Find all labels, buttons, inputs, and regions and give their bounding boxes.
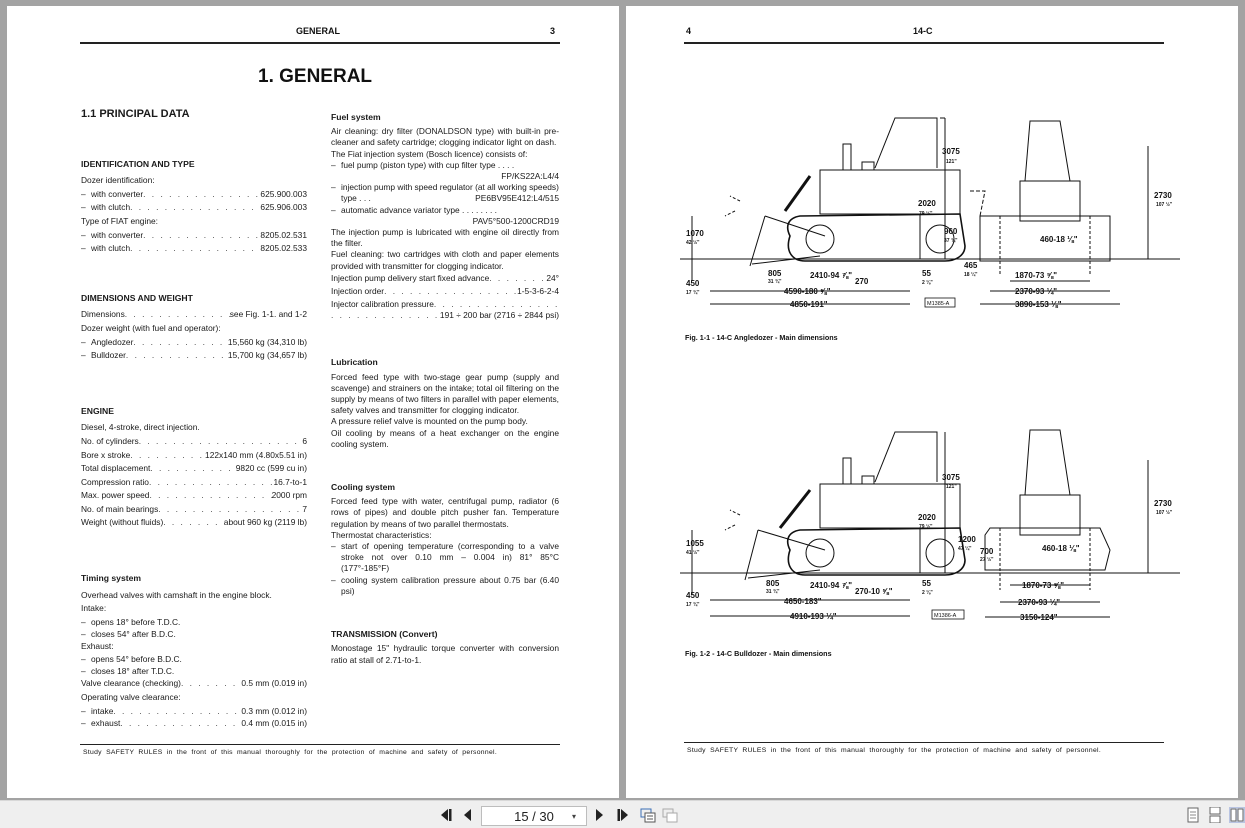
spec-label: – intake xyxy=(91,705,114,716)
page-number-value: 15 / 30 xyxy=(514,808,554,824)
continuous-scroll-icon xyxy=(1207,807,1223,823)
continuous-scroll-view-button[interactable] xyxy=(1207,807,1223,823)
dim-label: 79 ½" xyxy=(919,211,933,217)
spec-value: 15,700 kg (34,657 lb) xyxy=(227,350,307,361)
spec-label: – exhaust xyxy=(91,717,121,728)
spec-value: see Fig. 1-1. and 1-2 xyxy=(229,309,307,320)
spec-value: 8205.02.531 xyxy=(260,229,307,240)
exhaust-item: – opens 54° before B.D.C. xyxy=(81,653,307,665)
dim-label: 2 ⅛" xyxy=(922,590,933,596)
figure-2-caption: Fig. 1-2 - 14-C Bulldozer - Main dimensions xyxy=(685,649,832,658)
dim-label: 31 ¾" xyxy=(766,589,780,595)
dim-label: 79 ½" xyxy=(919,524,933,530)
dim-label: 17 ¾" xyxy=(686,290,700,296)
timing-heading: Timing system xyxy=(81,573,142,584)
dim-label: 55 xyxy=(922,269,931,278)
dim-label: 465 xyxy=(964,261,978,270)
transmission-heading: TRANSMISSION (Convert) xyxy=(331,629,438,640)
spec-label: – with converter xyxy=(91,188,144,199)
dim-label: 17 ¾" xyxy=(686,602,700,608)
spec-label: No. of main bearings xyxy=(81,503,159,514)
chapter-title: 1. GENERAL xyxy=(258,66,373,87)
spec-value: 0.5 mm (0.019 in) xyxy=(241,678,307,689)
header-rule xyxy=(80,42,560,44)
dim-label: 2020 xyxy=(918,513,936,522)
dim-label: 55 xyxy=(922,579,931,588)
dim-label: 3075 xyxy=(942,473,960,482)
intake-item: – closes 54° after B.D.C. xyxy=(81,628,307,640)
drawing-ref: M1385-A xyxy=(927,301,950,307)
header-rule xyxy=(684,42,1164,44)
spec-row xyxy=(81,349,307,363)
spec-value: 15,560 kg (34,310 lb) xyxy=(227,336,307,347)
spec-value: 16.7-to-1 xyxy=(273,476,307,487)
spec-label: – with clutch xyxy=(91,243,131,254)
engine-intro: Diesel, 4-stroke, direct injection. xyxy=(81,422,200,433)
right-column xyxy=(331,112,559,666)
identification-heading: IDENTIFICATION AND TYPE xyxy=(81,158,195,169)
spec-row xyxy=(81,201,307,215)
spec-value: 2000 rpm xyxy=(271,490,307,501)
spec-label: – with converter xyxy=(91,229,144,240)
spec-value: 0.3 mm (0.012 in) xyxy=(241,705,307,716)
spec-value: 0.4 mm (0.015 in) xyxy=(241,717,307,728)
thermostat-item: – cooling system calibration pressure about 0.75 bar (6.40 psi) xyxy=(331,575,559,597)
spec-label: – Bulldozer xyxy=(91,350,126,361)
fuel-lubricated: The injection pump is lubricated with engine oil directly from the filter. xyxy=(331,227,559,249)
dim-label: 1200 xyxy=(958,535,976,544)
spec-row xyxy=(81,462,307,476)
dimensions-heading: DIMENSIONS AND WEIGHT xyxy=(81,292,193,303)
single-page-view-button[interactable] xyxy=(1185,807,1201,823)
spec-label: Bore x stroke xyxy=(81,449,131,460)
fuel-item-value: PAV5°500-1200CRD19 xyxy=(472,215,559,226)
fuel-item-label: injection pump with speed regulator (at all working speeds) type xyxy=(341,182,559,204)
dim-label: 37 ¾" xyxy=(944,238,958,244)
dim-label: 700 xyxy=(980,547,994,556)
page-number-select[interactable] xyxy=(481,806,587,826)
facing-pages-view-button[interactable] xyxy=(1229,807,1245,823)
dozer-weight-label: Dozer weight (with fuel and operator): xyxy=(81,322,221,333)
running-header-model: 14-C xyxy=(913,26,933,36)
dim-label: 31 ¾" xyxy=(768,279,782,285)
dim-label: 18 ¼" xyxy=(964,272,978,278)
dim-label: 4910-193 ¼" xyxy=(790,612,837,621)
spec-label: Weight (without fluids) xyxy=(81,517,164,528)
dim-label: 27 ½" xyxy=(980,557,994,563)
dim-label: 41 ½" xyxy=(686,550,700,556)
dim-label: 450 xyxy=(686,279,700,288)
spec-value: 24° xyxy=(546,272,559,283)
dim-label: 4850-191" xyxy=(790,300,828,309)
running-header-page-number: 3 xyxy=(550,26,556,36)
operating-clearance-label: Operating valve clearance: xyxy=(81,692,181,703)
spec-value: 7 xyxy=(302,503,307,514)
single-page-icon xyxy=(1185,807,1201,823)
thermostat-label: Thermostat characteristics: xyxy=(331,529,432,540)
fuel-heading: Fuel system xyxy=(331,112,381,122)
cooling-heading: Cooling system xyxy=(331,482,395,493)
dim-label: 805 xyxy=(768,269,782,278)
dim-label: 460-18 ⅛" xyxy=(1042,544,1080,553)
first-page-button[interactable] xyxy=(438,807,454,823)
spec-value: 191 ÷ 200 bar (2716 ÷ 2844 psi) xyxy=(439,310,559,321)
dim-label: 1870-73 ⅝" xyxy=(1022,581,1065,590)
dim-label: 107 ½" xyxy=(1156,510,1173,516)
last-page-icon xyxy=(616,809,630,821)
dim-label: 107 ½" xyxy=(1156,202,1173,208)
dim-label: 2410-94 ⅞" xyxy=(810,581,853,590)
footer-rule xyxy=(684,742,1164,743)
intake-label: Intake: xyxy=(81,603,107,614)
fuel-item: – fuel pump (piston type) with cup filter type . . . . FP/KS22A:L4/4 xyxy=(331,160,559,182)
fuel-item-label: automatic advance variator type xyxy=(341,204,460,215)
spec-value: 122x140 mm (4.80x5.51 in) xyxy=(205,449,307,460)
facing-pages-icon xyxy=(1230,808,1244,822)
two-page-icon xyxy=(640,807,656,823)
spec-value: 9820 cc (599 cu in) xyxy=(235,463,307,474)
continuous-icon xyxy=(662,807,678,823)
footer-rule xyxy=(80,744,560,745)
navigation-toolbar xyxy=(0,800,1245,828)
spec-row xyxy=(81,489,307,503)
dim-label: 2020 xyxy=(918,199,936,208)
spec-row xyxy=(331,285,559,299)
spec-row xyxy=(81,717,307,729)
first-page-icon xyxy=(439,809,453,821)
lubrication-text: Oil cooling by means of a heat exchanger on the engine cooling system. xyxy=(331,427,559,449)
spec-label: Compression ratio xyxy=(81,476,149,487)
spec-label: Total displacement xyxy=(81,463,151,474)
page-3 xyxy=(7,6,619,798)
spec-row xyxy=(81,308,307,322)
spec-row xyxy=(81,435,307,449)
safety-footer: Study SAFETY RULES in the front of this manual thoroughly for the protection of machine and safety of personnel. xyxy=(687,747,1102,754)
dim-label: 3890-153 ⅛" xyxy=(1015,300,1062,309)
spec-row xyxy=(81,449,307,463)
spec-row xyxy=(81,705,307,717)
fuel-item-value: PE6BV95E412:L4/515 xyxy=(475,193,559,204)
spec-row xyxy=(81,516,307,530)
dim-label: 460-18 ⅛" xyxy=(1040,235,1078,244)
spec-row xyxy=(331,272,559,286)
spec-row xyxy=(331,299,559,310)
dim-label: 3075 xyxy=(942,147,960,156)
dim-label: 1070 xyxy=(686,229,704,238)
timing-intro: Overhead valves with camshaft in the engine block. xyxy=(81,589,272,600)
dim-label: 121" xyxy=(946,159,957,165)
fuel-item-value: FP/KS22A:L4/4 xyxy=(501,171,559,182)
spec-label: Dimensions xyxy=(81,309,125,320)
fuel-air-cleaning: Air cleaning: dry filter (DONALDSON type) with built-in pre-cleaner and safety cartridge; clogging indicator light on dash. xyxy=(331,126,559,148)
spec-value: about 960 kg (2119 lb) xyxy=(223,517,307,528)
dim-label: 2 ⅛" xyxy=(922,280,933,286)
dim-label: 4590-180 ⅝" xyxy=(784,287,831,296)
dim-label: 2370-93 ¼" xyxy=(1015,287,1058,296)
page-4 xyxy=(626,6,1238,798)
dropdown-arrow-icon: ▾ xyxy=(572,811,577,821)
running-header-page-number: 4 xyxy=(686,26,692,36)
running-header-section: GENERAL xyxy=(296,26,341,36)
section-title: 1.1 PRINCIPAL DATA xyxy=(81,108,190,120)
transmission-text: Monostage 15" hydraulic torque converter with conversion ratio at stall of 2.71-to-1. xyxy=(331,643,559,665)
previous-page-icon xyxy=(464,809,472,821)
spec-row xyxy=(81,677,307,691)
dim-label: 805 xyxy=(766,579,780,588)
dim-label: 2730 xyxy=(1154,499,1172,508)
spec-label: Injection order xyxy=(331,286,385,297)
drawing-ref: M1386-A xyxy=(934,613,957,619)
spec-value: 625.906.003 xyxy=(260,202,307,213)
spec-value: 1-5-3-6-2-4 xyxy=(517,286,559,297)
dim-label: 1870-73 ⅝" xyxy=(1015,271,1058,280)
lubrication-text: Forced feed type with two-stage gear pump (supply and scavenge) and strainers on the intake; total oil filtering on the supply by means of two filters in parallel with paper elements, safety valves and transmitter for clogging indicator. xyxy=(331,371,559,416)
exhaust-label: Exhaust: xyxy=(81,640,114,651)
dim-label: 960 xyxy=(944,227,958,236)
figure-1-caption: Fig. 1-1 - 14-C Angledozer - Main dimensions xyxy=(685,333,838,342)
spec-row xyxy=(81,476,307,490)
spec-row xyxy=(81,188,307,202)
dim-label: 42 ½" xyxy=(686,240,700,246)
fuel-item: – automatic advance variator type . . . . . . . . PAV5°500-1200CRD19 xyxy=(331,205,559,227)
spec-label: Valve clearance (checking) xyxy=(81,678,181,689)
lubrication-text: A pressure relief valve is mounted on the pump body. xyxy=(331,416,528,427)
two-page-view-button[interactable] xyxy=(640,807,656,823)
dim-label: 4650-183" xyxy=(784,597,822,606)
dim-label: 2730 xyxy=(1154,191,1172,200)
last-page-button[interactable] xyxy=(615,807,631,823)
spec-value: 8205.02.533 xyxy=(260,243,307,254)
fuel-item-label: fuel pump (piston type) with cup filter type xyxy=(341,159,496,170)
safety-footer: Study SAFETY RULES in the front of this manual thoroughly for the protection of machine and safety of personnel. xyxy=(83,749,498,756)
dim-label: 450 xyxy=(686,591,700,600)
left-column xyxy=(81,108,307,729)
spec-value: 6 xyxy=(302,435,307,446)
spec-row xyxy=(81,336,307,350)
dim-label: 270 xyxy=(855,277,869,286)
bulldozer-dimension-drawing xyxy=(680,420,1180,630)
spec-row xyxy=(81,242,307,256)
next-page-icon xyxy=(595,809,603,821)
spec-value: 625.900.003 xyxy=(260,188,307,199)
dozer-identification-label: Dozer identification: xyxy=(81,175,155,186)
spec-label: Max. power speed xyxy=(81,490,150,501)
dim-label: 1055 xyxy=(686,539,704,548)
intake-item: – opens 18° before T.D.C. xyxy=(81,616,307,628)
spec-row xyxy=(81,503,307,517)
fuel-item: – injection pump with speed regulator (at all working speeds) type . . . PE6BV95E412:L4/515 xyxy=(331,182,559,204)
spec-label: Injection pump delivery start fixed advance xyxy=(331,272,490,283)
dim-label: 270-10 ⅝" xyxy=(855,587,893,596)
continuous-view-button[interactable] xyxy=(662,807,678,823)
cooling-text: Forced feed type with water, centrifugal pump, radiator (6 rows of pipes) and double pitch pusher fan. Temperature regulation by means of two parallel thermostats. xyxy=(331,496,559,529)
previous-page-button[interactable] xyxy=(462,807,474,823)
injection-intro: The Fiat injection system (Bosch licence) consists of: xyxy=(331,148,528,159)
fuel-cleaning: Fuel cleaning: two cartridges with cloth and paper elements provided with transmitter for clogging indicator. xyxy=(331,249,559,271)
spec-label: – Angledozer xyxy=(91,336,134,347)
spec-row xyxy=(81,229,307,243)
engine-type-label: Type of FIAT engine: xyxy=(81,215,158,226)
engine-heading: ENGINE xyxy=(81,405,114,416)
thermostat-item: – start of opening temperature (corresponding to a valve stroke not over 0.10 mm – 0.004 in) 81° 85°C (177°-185°F) xyxy=(331,541,559,575)
lubrication-heading: Lubrication xyxy=(331,357,378,368)
spec-row xyxy=(331,310,559,321)
dim-label: 47 ¼" xyxy=(958,546,972,552)
angledozer-dimension-drawing xyxy=(680,106,1180,316)
dim-label: 3150-124" xyxy=(1020,613,1058,622)
exhaust-item: – closes 18° after T.D.C. xyxy=(81,665,307,677)
dim-label: 2410-94 ⅞" xyxy=(810,271,853,280)
spec-label: Injector calibration pressure xyxy=(331,299,434,310)
next-page-button[interactable] xyxy=(593,807,605,823)
spec-label: No. of cylinders xyxy=(81,435,139,446)
dim-label: 2370-93 ¼" xyxy=(1018,598,1061,607)
spec-label: – with clutch xyxy=(91,202,131,213)
dim-label: 121" xyxy=(946,484,957,490)
